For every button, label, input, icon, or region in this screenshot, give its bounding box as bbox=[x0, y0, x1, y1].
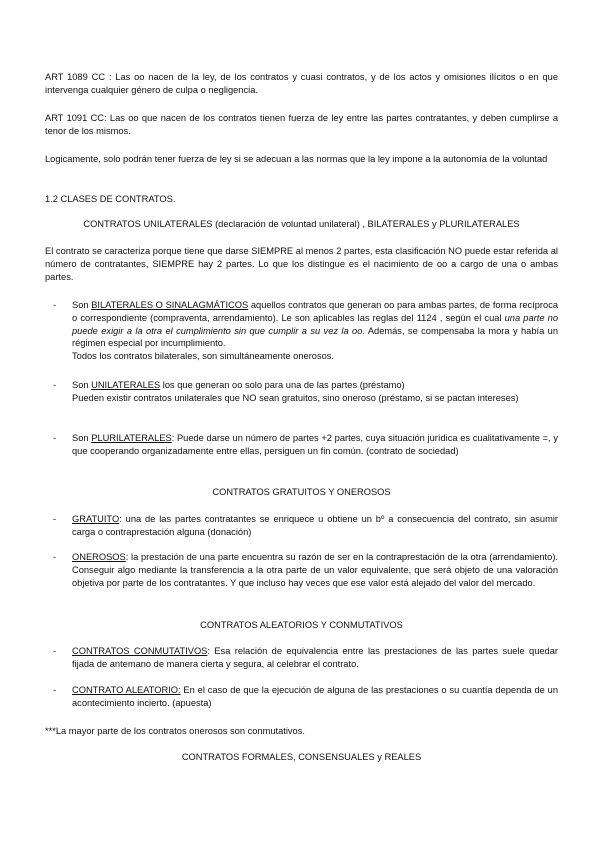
bilaterales-text bbox=[72, 299, 558, 363]
onerosos-term: ONEROSOS bbox=[72, 552, 126, 562]
unilaterales-term: UNILATERALES bbox=[91, 380, 161, 390]
bilaterales-term: BILATERALES O SINALAGMÁTICOS bbox=[91, 300, 249, 310]
plurilaterales-text1: : Puede darse un número de partes +2 partes, cuya situación jurídica es cualitativamente =, y que cooperando organizadamente entre ellas, persiguen un fin común. (contrato de sociedad) bbox=[72, 433, 558, 456]
bullet-dash: - bbox=[53, 380, 57, 390]
heading-gratuitos-onerosos: CONTRATOS GRATUITOS Y ONEROSOS bbox=[212, 487, 391, 497]
bilaterales-note: Todos los contratos bilaterales, son simultáneamente onerosos. bbox=[72, 351, 335, 362]
bullet-dash: - bbox=[53, 300, 57, 310]
bullet-dash: - bbox=[53, 514, 57, 524]
logica-paragraph: Logicamente, solo podrán tener fuerza de ley si se adecuan a las normas que la ley impone a la autonomía de la voluntad bbox=[45, 154, 548, 164]
intro-paragraph: El contrato se caracteriza porque tiene que darse SIEMPRE al menos 2 partes, esta clasificación NO puede estar referida al número de contratantes, SIEMPRE hay 2 partes. Lo que los distingue es el nacimiento de oo a cargo de una o ambas partes. bbox=[45, 246, 558, 282]
bilaterales-text1: aquellos contratos que generan oo para ambas partes, de forma recíproca o correspondiente (compraventa, arrendamiento). Le son aplicables las reglas del 1124 , según el cual bbox=[72, 300, 559, 323]
aleatorio-term: CONTRATO ALEATORIO: bbox=[72, 685, 181, 695]
art-1091-paragraph: ART 1091 CC: Las oo que nacen de los contratos tienen fuerza de ley entre las partes contratantes, y deben cumplirse a tenor de los mismos. bbox=[45, 113, 558, 136]
bilaterales-italic: una parte no puede exigir a la otra el cumplimiento sin que cumplir a su vez la oo bbox=[72, 312, 558, 336]
conmutativos-desc: : Esa relación de equivalencia entre las prestaciones de las partes suele quedar fijada de antemano de manera cierta y segura, al celebrar el contrato. bbox=[72, 646, 558, 669]
heading-unilaterales-bilaterales: CONTRATOS UNILATERALES (declaración de voluntad unilateral) , BILATERALES y PLURILATERALES bbox=[83, 219, 520, 229]
bullet-dash: - bbox=[53, 646, 57, 656]
bullet-dash: - bbox=[53, 433, 57, 443]
gratuito-term: GRATUITO bbox=[72, 514, 120, 524]
onerosos-desc: : la prestación de una parte encuentra su razón de ser en la contraprestación de la otra (arrendamiento). Conseguir algo mediante la transferencia a la otra parte de un valor equivalente, que será objeto de una valoración objetiva por parte de los contratantes. Y que incluso hay veces que ese valor está alejado del valor del mercado. bbox=[72, 552, 558, 588]
conmutativos-text bbox=[72, 645, 558, 671]
aleatorio-text bbox=[72, 684, 558, 710]
gratuito-desc: : una de las partes contratantes se enriquece u obtiene un bº a consecuencia del contrato, sin asumir carga o contraprestación alguna (donación) bbox=[72, 514, 558, 537]
bilaterales-text2: . Además, se compensaba la mora y había un régimen especial por incumplimiento. bbox=[72, 325, 558, 349]
heading-aleatorios-conmutativos: CONTRATOS ALEATORIOS Y CONMUTATIVOS bbox=[200, 620, 403, 630]
onerosos-text bbox=[72, 551, 558, 589]
plurilaterales-term: PLURILATERALES bbox=[91, 433, 172, 443]
bilaterales-pre: Son bbox=[72, 300, 92, 310]
bullet-dash: - bbox=[53, 552, 57, 562]
nota-onerosos: ***La mayor parte de los contratos onerosos son conmutativos. bbox=[45, 726, 305, 736]
unilaterales-text1: los que generan oo solo para una de las partes (préstamo) bbox=[160, 380, 405, 390]
plurilaterales-pre: Son bbox=[72, 433, 92, 443]
art-1089-paragraph: ART 1089 CC : Las oo nacen de la ley, de los contratos y cuasi contratos, y de los actos y omisiones ilícitos o en que intervenga cualquier género de culpa o negligencia. bbox=[45, 72, 558, 95]
heading-formales-consensuales: CONTRATOS FORMALES, CONSENSUALES y REALES bbox=[181, 752, 422, 762]
gratuito-text bbox=[72, 513, 558, 539]
conmutativos-term: CONTRATOS CONMUTATIVOS bbox=[72, 646, 208, 656]
plurilaterales-text bbox=[72, 432, 558, 458]
section-heading-clases: 1.2 CLASES DE CONTRATOS. bbox=[45, 194, 176, 204]
bullet-dash: - bbox=[53, 685, 57, 695]
unilaterales-text bbox=[72, 379, 558, 405]
unilaterales-text2: Pueden existir contratos unilaterales que NO sean gratuitos, sino oneroso (préstamo, si se pactan intereses) bbox=[72, 392, 519, 403]
unilaterales-pre: Son bbox=[72, 380, 92, 390]
aleatorio-desc: En el caso de que la ejecución de alguna de las prestaciones o su cuantía dependa de un acontecimiento incierto. (apuesta) bbox=[72, 685, 558, 708]
